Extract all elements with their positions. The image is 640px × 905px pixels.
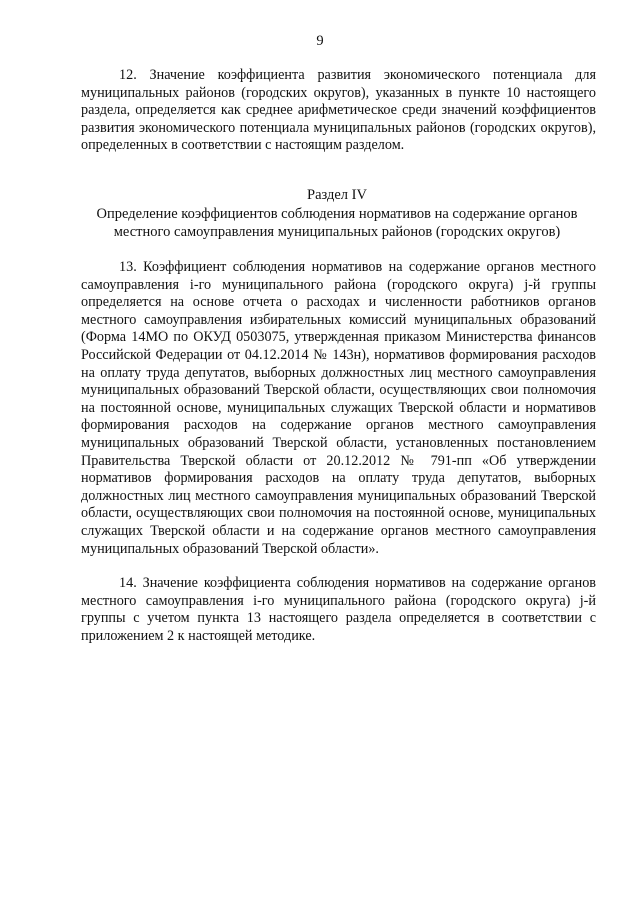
paragraph-14: 14. Значение коэффициента соблюдения нормативов на содержание органов местного самоуправления i-го муниципального района (городского округа) j-й группы с учетом пункта 13 настоящего раздела определяется в соответствии с приложением 2 к настоящей методике. bbox=[81, 575, 596, 644]
section-title: Раздел IV bbox=[307, 187, 367, 203]
paragraph-12: 12. Значение коэффициента развития экономического потенциала для муниципальных районов (городских округов), указанных в пункте 10 настоящего раздела, определяется как среднее арифметическое среди значений коэффициентов развития экономического потенциала муниципальных районов (городских округов), определенных в соответствии с настоящим разделом. bbox=[81, 67, 596, 154]
paragraph-13: 13. Коэффициент соблюдения нормативов на содержание органов местного самоуправления i-го муниципального района (городского округа) j-й группы определяется на основе отчета о расходах и численности работников органов местного самоуправления избирательных комиссий муниципальных образований (Форма 14МО по ОКУД 0503075, утвержденная приказом Министерства финансов Российской Федерации от 04.12.2014 № 143н), нормативов формирования расходов на оплату труда депутатов, выборных должностных лиц местного самоуправления муниципальных образований Тверской области, осуществляющих свои полномочия на постоянной основе, муниципальных служащих Тверской области и нормативов формирования расходов на содержание органов местного самоуправления муниципальных образований Тверской области, установленных постановлением Правительства Тверской области от 20.12.2012 № 791-пп «Об утверждении нормативов формирования расходов на оплату труда депутатов, выборных должностных лиц местного самоуправления муниципальных образований Тверской области, осуществляющих свои полномочия на постоянной основе, муниципальных служащих Тверской области и на содержание органов местного самоуправления муниципальных образований Тверской области». bbox=[81, 259, 596, 557]
section-subtitle: Определение коэффициентов соблюдения нормативов на содержание органов местного самоуправления муниципальных районов (городских округов) bbox=[96, 206, 578, 240]
page-number: 9 bbox=[316, 33, 324, 49]
